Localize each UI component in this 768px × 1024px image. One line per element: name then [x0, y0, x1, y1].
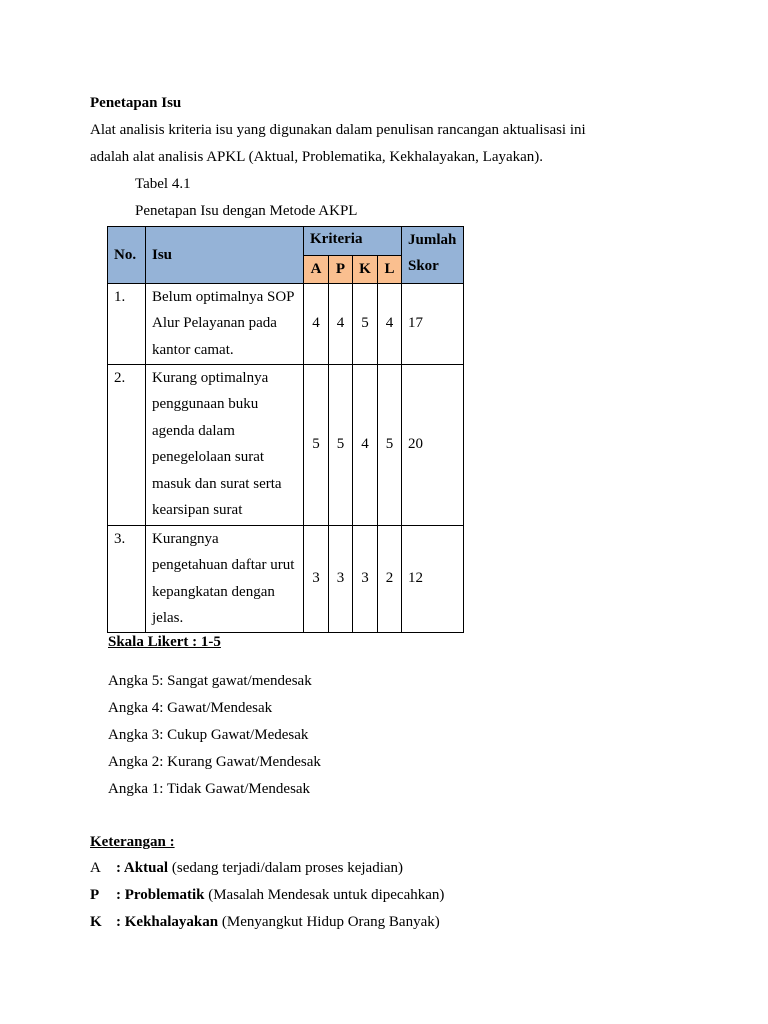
- likert-item: Angka 4: Gawat/Mendesak: [108, 700, 273, 716]
- score-total: 17: [402, 283, 464, 364]
- score-l: 2: [378, 525, 402, 632]
- keterangan-item: [90, 859, 403, 877]
- table-number: Tabel 4.1: [135, 176, 191, 192]
- keterangan-term: Problematik: [124, 887, 205, 903]
- score-p: 5: [329, 364, 353, 525]
- table-row: [108, 283, 464, 364]
- row-no: 3.: [108, 525, 146, 632]
- score-total: 20: [402, 364, 464, 525]
- score-p: 3: [329, 525, 353, 632]
- criteria-p: P: [329, 256, 353, 284]
- isu-line: Belum optimalnya SOP: [152, 288, 295, 305]
- intro-line-2: adalah alat analisis APKL (Aktual, Problematika, Kekhalayakan, Layakan).: [90, 149, 544, 165]
- likert-item: Angka 5: Sangat gawat/mendesak: [108, 673, 312, 689]
- criteria-l: L: [378, 256, 402, 284]
- score-l: 4: [378, 283, 402, 364]
- score-k: 4: [353, 364, 378, 525]
- table-header-row: [108, 227, 464, 256]
- keterangan-desc: (Masalah Mendesak untuk dipecahkan): [204, 887, 445, 903]
- isu-line: masuk dan surat serta: [152, 475, 282, 492]
- keterangan-item: [90, 886, 444, 904]
- criteria-k: K: [353, 256, 378, 284]
- header-no: No.: [108, 227, 146, 284]
- keterangan-letter: K: [90, 914, 102, 930]
- table-caption: Penetapan Isu dengan Metode AKPL: [135, 203, 358, 219]
- keterangan-sep: :: [116, 914, 125, 930]
- isu-line: kearsipan surat: [152, 502, 243, 518]
- row-no: 1.: [108, 283, 146, 364]
- row-isu: [146, 283, 304, 364]
- score-l: 5: [378, 364, 402, 525]
- isu-line: Alur Pelayanan pada: [152, 315, 277, 331]
- keterangan-term: Aktual: [123, 860, 169, 876]
- akpl-table: [107, 226, 464, 633]
- header-isu: Isu: [146, 227, 304, 284]
- intro-line-1: Alat analisis kriteria isu yang digunakan dalam penulisan rancangan aktualisasi ini: [90, 122, 586, 138]
- row-no: 2.: [108, 364, 146, 525]
- isu-line: Kurang optimalnya: [152, 369, 269, 386]
- isu-line: agenda dalam: [152, 422, 235, 439]
- table-row: [108, 525, 464, 632]
- keterangan-sep: :: [116, 860, 124, 876]
- keterangan-item: [90, 913, 440, 931]
- isu-line: penggunaan buku: [152, 396, 259, 412]
- isu-line: kantor camat.: [152, 341, 234, 358]
- score-k: 5: [353, 283, 378, 364]
- row-isu: [146, 525, 304, 632]
- keterangan-desc: (sedang terjadi/dalam proses kejadian): [168, 860, 404, 876]
- section-heading: Penetapan Isu: [90, 95, 182, 111]
- keterangan-sep: :: [116, 887, 125, 903]
- isu-line: kepangkatan dengan: [152, 583, 275, 600]
- score-a: 3: [304, 525, 329, 632]
- criteria-a: A: [304, 256, 329, 284]
- score-a: 5: [304, 364, 329, 525]
- header-jumlah-skor: [402, 227, 464, 284]
- likert-item: Angka 2: Kurang Gawat/Mendesak: [108, 754, 321, 770]
- score-p: 4: [329, 283, 353, 364]
- keterangan-title: Keterangan :: [90, 834, 175, 850]
- likert-title: Skala Likert : 1-5: [108, 634, 221, 650]
- row-isu: [146, 364, 304, 525]
- score-total: 12: [402, 525, 464, 632]
- isu-line: jelas.: [152, 610, 184, 626]
- score-a: 4: [304, 283, 329, 364]
- score-k: 3: [353, 525, 378, 632]
- table-row: [108, 364, 464, 525]
- keterangan-letter: A: [90, 860, 101, 876]
- likert-item: Angka 1: Tidak Gawat/Mendesak: [108, 781, 311, 797]
- likert-item: Angka 3: Cukup Gawat/Medesak: [108, 727, 309, 743]
- isu-line: penegelolaan surat: [152, 449, 265, 465]
- isu-line: Kurangnya: [152, 530, 219, 547]
- header-kriteria: Kriteria: [304, 227, 402, 256]
- keterangan-letter: P: [90, 887, 100, 903]
- keterangan-desc: (Menyangkut Hidup Orang Banyak): [218, 914, 440, 930]
- isu-line: pengetahuan daftar urut: [152, 557, 295, 573]
- header-skor: Skor: [408, 258, 439, 274]
- keterangan-term: Kekhalayakan: [124, 914, 219, 930]
- header-jumlah: Jumlah: [408, 232, 457, 248]
